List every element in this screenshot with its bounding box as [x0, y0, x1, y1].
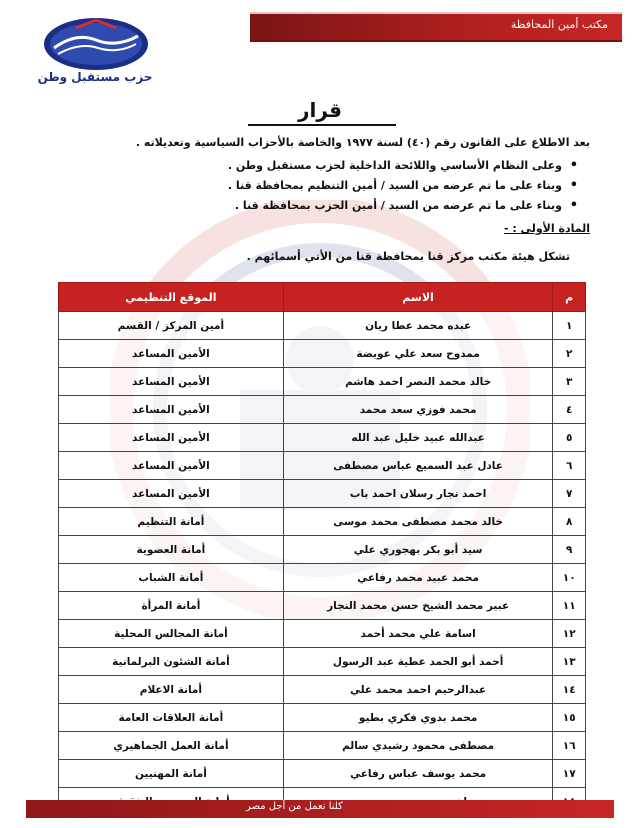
- table-row: [59, 704, 586, 732]
- row-name: خالد محمد مصطفى محمد موسى: [283, 508, 553, 536]
- row-number: ٩: [553, 536, 586, 564]
- table-row: [59, 396, 586, 424]
- row-position: الأمين المساعد: [59, 396, 284, 424]
- row-position: أمانة المرأة: [59, 592, 284, 620]
- document-title: قرار: [298, 98, 342, 122]
- row-position: أمانة العمل الجماهيري: [59, 732, 284, 760]
- row-number: ١٦: [553, 732, 586, 760]
- row-position: أمانة العضوية: [59, 536, 284, 564]
- row-number: ١٥: [553, 704, 586, 732]
- table-row: [59, 620, 586, 648]
- table-row: [59, 452, 586, 480]
- row-position: الأمين المساعد: [59, 480, 284, 508]
- row-name: اسامة علي محمد أحمد: [283, 620, 553, 648]
- row-name: خالد محمد النصر احمد هاشم: [283, 368, 553, 396]
- footer-slogan: كلنا نعمل من أجل مصر: [246, 801, 343, 812]
- row-position: أمانة الاعلام: [59, 676, 284, 704]
- formation-text: تشكل هيئة مكتب مركز قنا بمحافظة قنا من الأتي أسمائهم .: [246, 250, 570, 263]
- row-position: أمانة المجالس المحلية: [59, 620, 284, 648]
- row-name: عادل عبد السميع عباس مصطفى: [283, 452, 553, 480]
- row-position: أمانة التنظيم: [59, 508, 284, 536]
- row-name: عبدالرحيم احمد محمد علي: [283, 676, 553, 704]
- table-row: [59, 424, 586, 452]
- party-name: حزب مستقبل وطن: [37, 70, 153, 84]
- table-row: [59, 592, 586, 620]
- row-number: ١٠: [553, 564, 586, 592]
- row-name: محمد عبيد محمد رفاعي: [283, 564, 553, 592]
- row-position: أمانة الشئون البرلمانية: [59, 648, 284, 676]
- table-row: [59, 760, 586, 788]
- intro-text: بعد الاطلاع على القانون رقم (٤٠) لسنة ١٩٧٧ والخاصة بالأحزاب السياسية وتعديلاته .: [135, 136, 590, 149]
- table-row: [59, 312, 586, 340]
- title-underline: [248, 124, 396, 126]
- row-number: ١٣: [553, 648, 586, 676]
- table-row: [59, 676, 586, 704]
- table-row: [59, 564, 586, 592]
- table-row: [59, 732, 586, 760]
- row-number: ١٢: [553, 620, 586, 648]
- header-position: الموقع التنظيمي: [59, 283, 284, 312]
- row-position: أمانة الشباب: [59, 564, 284, 592]
- row-name: عبير محمد الشيخ حسن محمد النجار: [283, 592, 553, 620]
- bullet-item: • وعلى النظام الأساسي واللائحة الداخلية لحزب مستقبل وطن .: [42, 156, 562, 176]
- row-number: ١١: [553, 592, 586, 620]
- row-number: ٤: [553, 396, 586, 424]
- row-number: ١٧: [553, 760, 586, 788]
- row-number: ٦: [553, 452, 586, 480]
- bullet-list: [42, 156, 580, 216]
- row-name: محمد فوزي سعد محمد: [283, 396, 553, 424]
- row-number: ١٤: [553, 676, 586, 704]
- table-row: [59, 368, 586, 396]
- row-number: ٥: [553, 424, 586, 452]
- row-number: ٢: [553, 340, 586, 368]
- row-number: ١: [553, 312, 586, 340]
- row-number: ٧: [553, 480, 586, 508]
- row-number: ٣: [553, 368, 586, 396]
- row-position: الأمين المساعد: [59, 452, 284, 480]
- row-name: مصطفى محمود رشيدي سالم: [283, 732, 553, 760]
- office-title: مكتب أمين المحافظة: [510, 18, 608, 31]
- header-bar: [250, 12, 622, 42]
- header-number: م: [553, 283, 586, 312]
- article-label: المادة الأولى : -: [503, 222, 590, 235]
- row-name: أحمد أبو الحمد عطية عبد الرسول: [283, 648, 553, 676]
- row-number: ٨: [553, 508, 586, 536]
- row-name: ممدوح سعد علي عويضة: [283, 340, 553, 368]
- table-row: [59, 536, 586, 564]
- row-name: احمد نجار رسلان احمد باب: [283, 480, 553, 508]
- row-position: الأمين المساعد: [59, 368, 284, 396]
- row-name: محمد بدوي فكري بطيو: [283, 704, 553, 732]
- row-position: أمانة العلاقات العامة: [59, 704, 284, 732]
- row-position: أمانة المهنيين: [59, 760, 284, 788]
- footer-bar: [26, 800, 614, 818]
- row-name: سيد أبو بكر بهجوري علي: [283, 536, 553, 564]
- table-row: [59, 648, 586, 676]
- table-header-row: [59, 283, 586, 312]
- header-name: الاسم: [283, 283, 553, 312]
- table-row: [59, 340, 586, 368]
- bullet-item: • وبناء على ما تم عرضه من السيد / أمين التنظيم بمحافظة قنا .: [42, 176, 562, 196]
- row-position: الأمين المساعد: [59, 340, 284, 368]
- row-position: أمين المركز / القسم: [59, 312, 284, 340]
- row-name: محمد يوسف عباس رفاعي: [283, 760, 553, 788]
- row-name: عبده محمد عطا ريان: [283, 312, 553, 340]
- row-position: الأمين المساعد: [59, 424, 284, 452]
- bullet-item: • وبناء على ما تم عرضه من السيد / أمين الحزب بمحافظة قنا .: [42, 196, 562, 216]
- row-name: عبدالله عبيد خليل عبد الله: [283, 424, 553, 452]
- members-table: [58, 282, 586, 816]
- table-row: [59, 508, 586, 536]
- table-row: [59, 480, 586, 508]
